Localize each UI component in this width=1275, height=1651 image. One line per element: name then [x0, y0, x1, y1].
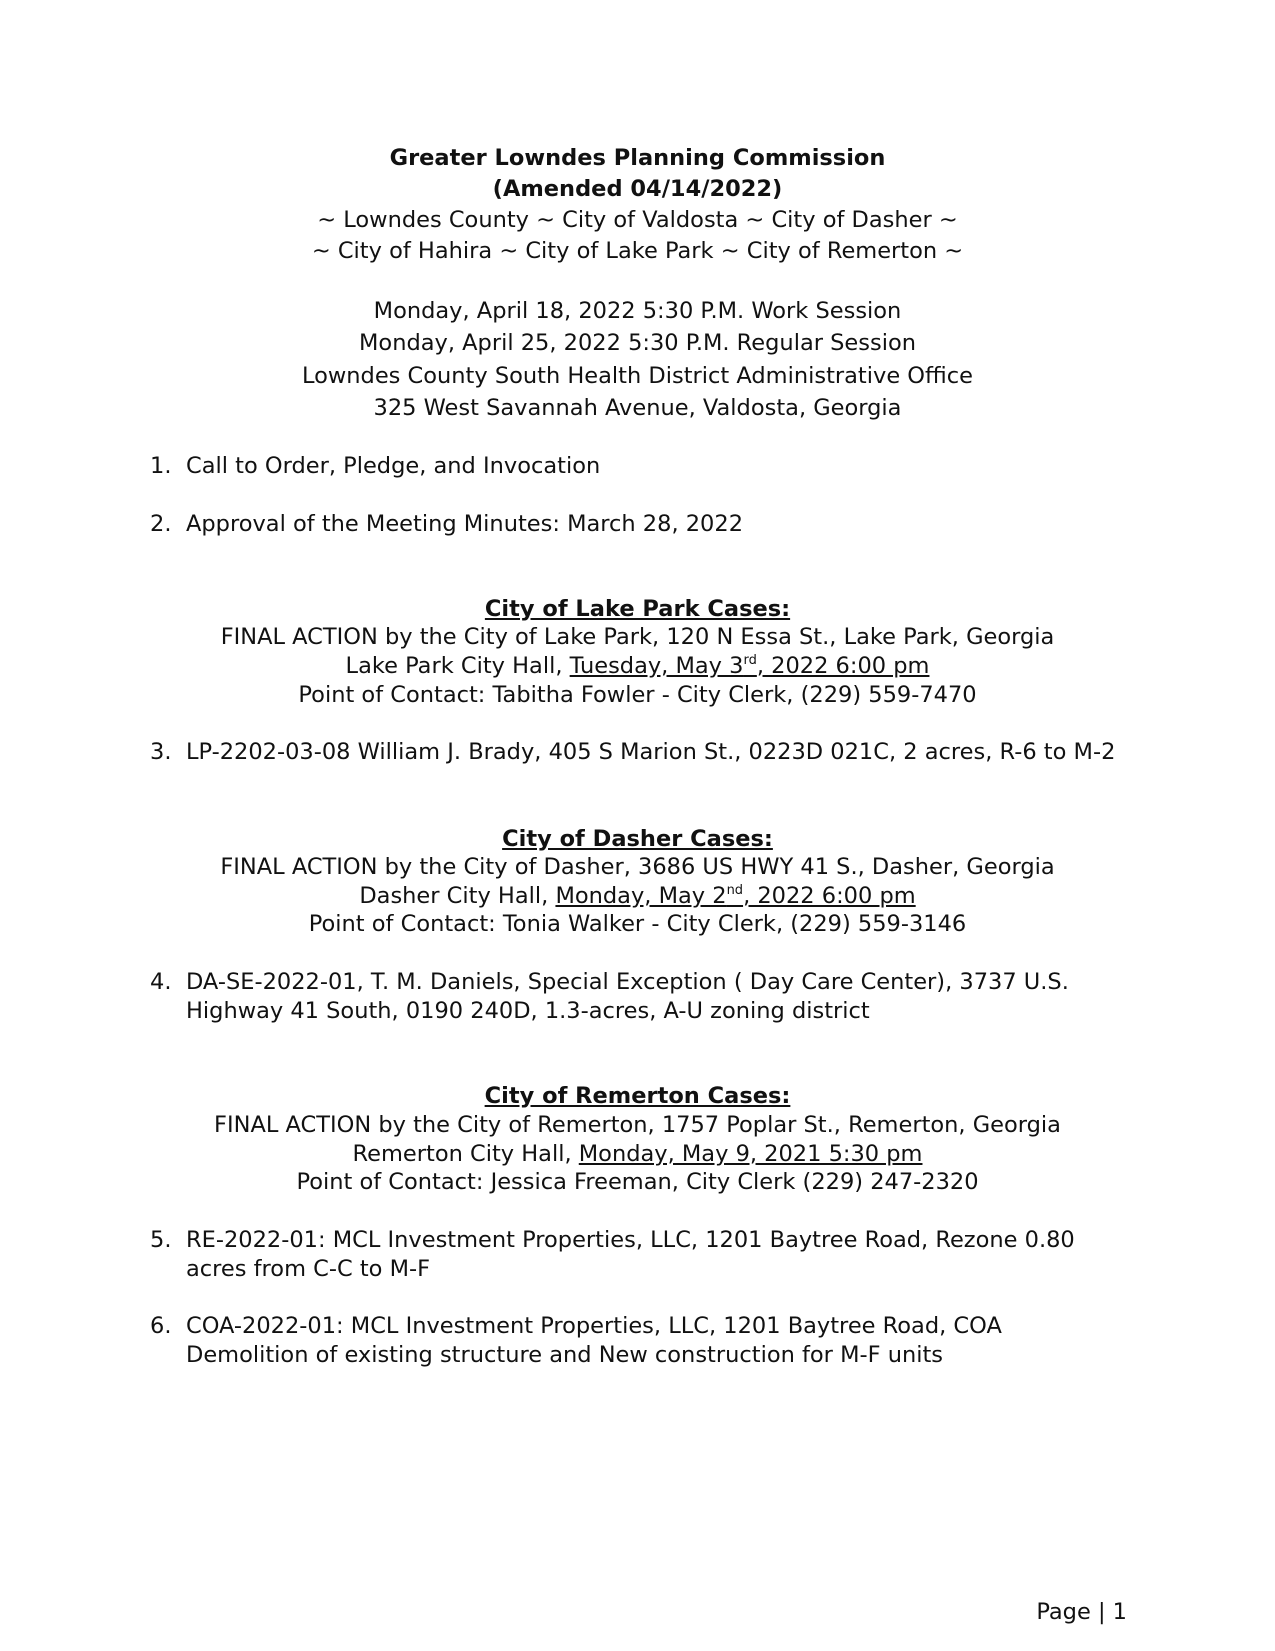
dasher-contact: Point of Contact: Tonia Walker - City Clerk, (229) 559-3146 — [308, 911, 967, 937]
item-text-line-1: DA-SE-2022-01, T. M. Daniels, Special Exception ( Day Care Center), 3737 U.S. — [186, 969, 1069, 995]
meeting-venue: Lowndes County South Health District Administrative Office — [301, 363, 973, 389]
jurisdictions-line-2: ~ City of Hahira ~ City of Lake Park ~ City of Remerton ~ — [311, 238, 964, 264]
hearing-date: Monday, May 9, 2021 5:30 pm — [578, 1141, 923, 1167]
lake-park-final-action: FINAL ACTION by the City of Lake Park, 120 N Essa St., Lake Park, Georgia — [220, 624, 1055, 650]
page-number: Page | 1 — [1036, 1599, 1127, 1625]
lake-park-section-title: City of Lake Park Cases: — [484, 596, 791, 622]
item-number: 6. — [150, 1313, 172, 1339]
remerton-contact: Point of Contact: Jessica Freeman, City Clerk (229) 247-2320 — [296, 1169, 979, 1195]
dasher-final-action: FINAL ACTION by the City of Dasher, 3686 US HWY 41 S., Dasher, Georgia — [220, 854, 1055, 880]
item-number: 5. — [150, 1227, 172, 1253]
hearing-date: Tuesday, May 3rd, 2022 6:00 pm — [569, 653, 930, 679]
item-text-line-2: acres from C-C to M-F — [186, 1256, 431, 1282]
dasher-hall-line — [0, 881, 1275, 911]
remerton-section-title: City of Remerton Cases: — [484, 1083, 791, 1109]
item-text-line-2: Highway 41 South, 0190 240D, 1.3-acres, A-U zoning district — [186, 998, 870, 1024]
work-session-date: Monday, April 18, 2022 5:30 P.M. Work Session — [373, 298, 902, 324]
item-text-line-1: COA-2022-01: MCL Investment Properties, LLC, 1201 Baytree Road, COA — [186, 1313, 1002, 1339]
dasher-section-title: City of Dasher Cases: — [502, 826, 773, 852]
lake-park-contact: Point of Contact: Tabitha Fowler - City Clerk, (229) 559-7470 — [298, 682, 977, 708]
hall-name: Lake Park City Hall, — [345, 653, 570, 679]
item-number: 2. — [150, 511, 172, 537]
item-text-line-2: Demolition of existing structure and New construction for M-F units — [186, 1342, 944, 1368]
item-text: Approval of the Meeting Minutes: March 28, 2022 — [186, 511, 744, 537]
amended-date: (Amended 04/14/2022) — [492, 176, 783, 202]
meeting-address: 325 West Savannah Avenue, Valdosta, Georgia — [373, 395, 902, 421]
jurisdictions-line-1: ~ Lowndes County ~ City of Valdosta ~ City of Dasher ~ — [317, 207, 958, 233]
remerton-final-action: FINAL ACTION by the City of Remerton, 1757 Poplar St., Remerton, Georgia — [214, 1112, 1061, 1138]
document-title: Greater Lowndes Planning Commission — [389, 145, 886, 171]
remerton-hall-line — [0, 1139, 1275, 1169]
hall-name: Remerton City Hall, — [352, 1141, 579, 1167]
lake-park-hall-line — [0, 651, 1275, 681]
regular-session-date: Monday, April 25, 2022 5:30 P.M. Regular Session — [359, 330, 916, 356]
item-number: 1. — [150, 453, 172, 479]
item-text-line-1: RE-2022-01: MCL Investment Properties, LLC, 1201 Baytree Road, Rezone 0.80 — [186, 1227, 1075, 1253]
hall-name: Dasher City Hall, — [359, 883, 556, 909]
item-text: Call to Order, Pledge, and Invocation — [186, 453, 601, 479]
hearing-date: Monday, May 2nd, 2022 6:00 pm — [555, 883, 916, 909]
item-number: 4. — [150, 969, 172, 995]
item-text: LP-2202-03-08 William J. Brady, 405 S Marion St., 0223D 021C, 2 acres, R-6 to M-2 — [186, 739, 1116, 765]
item-number: 3. — [150, 739, 172, 765]
